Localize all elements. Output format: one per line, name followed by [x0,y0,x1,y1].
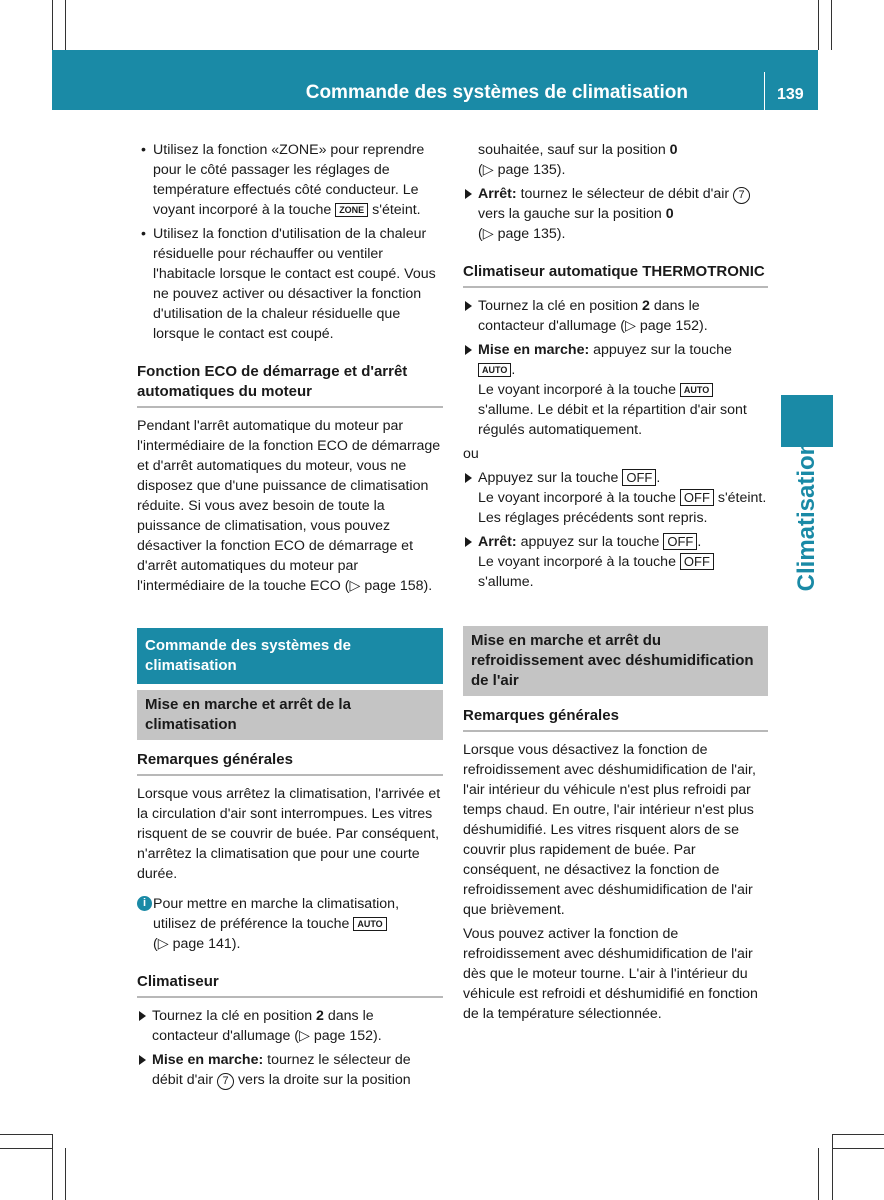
side-tab [781,395,833,447]
crop-mark [52,1134,53,1200]
section-band: Commande des systèmes de climatisation [137,628,443,684]
eco-text: Pendant l'arrêt automatique du moteur par l'intermédiaire de la fonction ECO de démarrage et d'arrêt automatiques du moteur, vous ne disposez que d'une puissance de climatisation réduite. Si vous avez besoin de toute la puissance de climatisation, vous pouvez désactiver la fonction ECO de démarrage et d'arrêt automatiques du moteur par l'intermédiaire de la touche ECO (▷ page 158). [137,418,441,594]
marker-seven-icon: 7 [733,187,750,204]
step-switch-on: Mise en marche: tournez le sélecteur de débit d'air 7 vers la droite sur la position [137,1050,443,1090]
step-press-off: Appuyez sur la touche OFF . Le voyant incorporé à la touche OFF s'éteint. Les réglages précédents sont repris. [463,468,768,528]
subsection-band-cooling: Mise en marche et arrêt du refroidissement avec déshumidification de l'air [463,626,768,696]
crop-mark [65,1148,66,1200]
crop-mark [832,1134,833,1200]
crop-mark [818,1148,819,1200]
info-icon: i [137,896,152,911]
side-tab-label: Climatisation [793,440,820,592]
step-continuation: souhaitée, sauf sur la position 0 (▷ page 135). [478,142,678,178]
crop-mark [831,0,832,50]
crop-mark [52,0,53,50]
crop-mark [832,1134,884,1135]
step-stop: Arrêt: appuyez sur la touche OFF . Le voyant incorporé à la touche OFF s'allume. [463,532,768,592]
subsection-band: Mise en marche et arrêt de la climatisation [137,690,443,740]
left-column [137,140,443,1094]
page-number: 139 [777,86,804,103]
cooling-text-1: Lorsque vous désactivez la fonction de refroidissement avec déshumidification de l'air, l'air intérieur du véhicule n'est plus refroidi par temps chaud. En outre, l'air intérieur n'est plus déshumidifié. Les vitres risquent alors de se couvrir plus rapidement de buée. Par conséquent, ne désactivez la fonction de refroidissement avec déshumidification de l'air que brièvement. [463,742,756,918]
auto-key-icon: AUTO [680,383,713,397]
off-key-icon: OFF [680,553,714,570]
crop-mark [0,1134,52,1135]
auto-key-icon: AUTO [353,917,386,931]
header-divider [764,72,765,110]
zone-key-icon: ZONE [335,203,368,217]
step-key-position-2: Tournez la clé en position 2 dans le contacteur d'allumage (▷ page 152). [463,296,768,336]
step-auto-on: Mise en marche: appuyez sur la touche AUTO . Le voyant incorporé à la touche AUTO s'allume. Le débit et la répartition d'air sont régulés automatiquement. [463,340,768,440]
crop-mark [0,1148,52,1149]
bullet-zone: • Utilisez la fonction «ZONE» pour reprendre pour le côté passager les réglages de température effectués côté conducteur. Le voyant incorporé à la touche ZONE s'éteint. [137,140,443,220]
bullet-residual-heat: • Utilisez la fonction d'utilisation de la chaleur résiduelle pour réchauffer ou ventiler l'habitacle lorsque le contact est coupé. Vous ne pouvez activer ou désactiver la fonction d'utilisation de la chaleur résiduelle que lorsque le contact est coupé. [137,224,443,344]
right-column [463,140,768,1024]
remarks-heading-2: Remarques générales [463,706,768,732]
eco-heading: Fonction ECO de démarrage et d'arrêt automatiques du moteur [137,362,443,408]
step-key-position: Tournez la clé en position 2 dans le contacteur d'allumage (▷ page 152). [137,1006,443,1046]
auto-key-icon: AUTO [478,363,511,377]
crop-mark [832,1148,884,1149]
crop-mark [818,0,819,50]
off-key-icon: OFF [680,489,714,506]
crop-mark [65,0,66,50]
info-note: i Pour mettre en marche la climatisation, utilisez de préférence la touche AUTO (▷ page 141). [137,894,443,954]
header-title: Commande des systèmes de climatisation [305,82,688,103]
remarks-text: Lorsque vous arrêtez la climatisation, l'arrivée et la circulation d'air sont interrompues. Les vitres risquent de se couvrir de buée. Par conséquent, n'arrêtez la climatisation que pour une courte durée. [137,786,441,882]
cooling-text-2: Vous pouvez activer la fonction de refroidissement avec déshumidification de l'air dès que le moteur tourne. L'air à l'intérieur du véhicule est refroidi et déshumidifié en fonction de la température sélectionnée. [463,926,758,1022]
step-switch-off: Arrêt: tournez le sélecteur de débit d'air 7 vers la gauche sur la position 0 (▷ page 135). [463,184,768,244]
remarks-heading: Remarques générales [137,750,443,776]
off-key-icon: OFF [622,469,656,486]
marker-seven-icon: 7 [217,1073,234,1090]
or-text: ou [463,446,479,462]
page-header [52,50,818,110]
climatiseur-heading: Climatiseur [137,972,443,998]
off-key-icon: OFF [663,533,697,550]
thermotronic-heading: Climatiseur automatique THERMOTRONIC [463,262,768,288]
